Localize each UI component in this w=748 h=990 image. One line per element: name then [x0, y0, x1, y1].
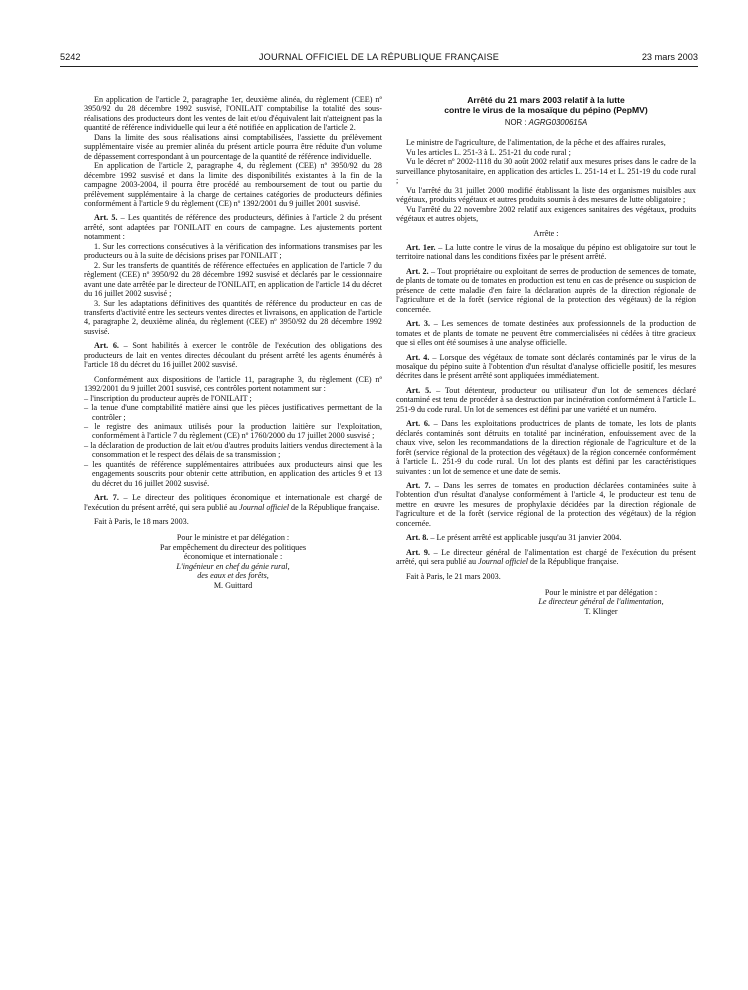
article-text: – Dans les exploitations productrices de plants de tomate, les lots de plants déclarés contaminés sont détruits en totalité par incinération, enfouissement avec de la chaux vive, selon les recommandations de la direction régionale de l'agriculture et de la forêt (service régional de la protection des végétaux) de la région concernée conformément à l'article L. 251-9 du code rural. Un lot des plants est défini par les caractéristiques suivantes : un lot de semence et une date de semis. — [396, 419, 696, 476]
title-line: contre le virus de la mosaïque du pépino (PepMV) — [444, 105, 648, 115]
article-label: Art. 7. — [94, 493, 119, 503]
article-2 — [396, 267, 696, 314]
article-label: Art. 8. — [406, 533, 429, 543]
signature-block — [84, 533, 382, 590]
signatory-name: M. Guittard — [213, 580, 253, 590]
article-label: Art. 5. — [94, 213, 118, 223]
article-label: Art. 5. — [406, 385, 432, 395]
paragraph: Dans la limite des sous réalisations ainsi comptabilisées, l'assiette du prélèvement supplémentaire visée au premier alinéa du présent article pourra être réduite d'un volume de dépassement correspondant à un pourcentage de la quantité de référence individuelle. — [84, 132, 382, 161]
left-column — [84, 95, 382, 590]
visa: Vu l'arrêté du 31 juillet 2000 modifié établissant la liste des organismes nuisibles aux végétaux, produits végétaux et autres produits soumis à des mesures de lutte obligatoire ; — [396, 185, 696, 205]
journal-title: JOURNAL OFFICIEL DE LA RÉPUBLIQUE FRANÇAISE — [258, 52, 500, 62]
article-label: Art. 7. — [406, 480, 431, 490]
signature-block — [396, 588, 696, 616]
article-text: – La lutte contre le virus de la mosaïque du pépino est obligatoire sur tout le territoire national dans les conditions fixées par le présent arrêté. — [396, 242, 696, 262]
signature-line: Le directeur général de l'alimentation, — [538, 597, 664, 607]
signature-line: L'ingénieur en chef du génie rural, — [176, 561, 290, 571]
article-text: de la République française. — [528, 557, 619, 567]
page-number: 5242 — [60, 52, 81, 62]
list-item: – les quantités de référence supplémentaires attribuées aux producteurs ainsi que les engagements souscrits pour obtenir cette attribution, en application des articles 9 et 13 du décret du 16 juillet 2002 susvisé. — [84, 459, 382, 488]
article-text: – Les semences de tomate destinées aux professionnels de la production de tomates et de plants de tomate ne peuvent être commercialisées ni cédées à titre gracieux que si elles ont été soumises à une analyse officielle. — [396, 319, 696, 348]
page-header — [60, 52, 698, 66]
article-5 — [396, 386, 696, 414]
numbered-item: 3. Sur les adaptations définitives des quantités de référence du producteur en cas de transferts d'activité entre les secteurs ventes directes et livraisons, en application de l'article 4, paragraphe 2, deuxième alinéa, du règlement (CEE) nº 3950/92 du 28 décembre 1992 susvisé. — [84, 298, 382, 336]
article-text: de la République française. — [288, 502, 380, 512]
article-7 — [84, 493, 382, 512]
paragraph: Conformément aux dispositions de l'article 11, paragraphe 3, du règlement (CE) nº 1392/2001 du 9 juillet 2001 susvisé, ces contrôles portent notamment sur : — [84, 374, 382, 394]
article-8 — [396, 533, 696, 542]
article-text: – Le présent arrêté est applicable jusqu'au 31 janvier 2004. — [428, 533, 622, 543]
paragraph: Le ministre de l'agriculture, de l'alimentation, de la pêche et des affaires rurales, — [406, 138, 666, 148]
article-text: – Dans les serres de tomates en production déclarées contaminées suite à l'obtention d'un résultat d'analyse conformément à l'article 4, le producteur est tenu de mettre en œuvre les mesures de prophylaxie décidées par la direction régionale de l'agriculture et de la forêt (service régional de la protection des végétaux) de la région concernée. — [396, 480, 697, 528]
article-text: – Lorsque des végétaux de tomate sont déclarés contaminés par le virus de la mosaïque du pépino suite à l'obtention d'un résultat d'analyse officielle positif, les mesures décrites dans le présent arrêté sont appliquées immédiatement. — [396, 352, 696, 381]
article-9 — [396, 548, 696, 567]
signature-line: économique et internationale : — [183, 552, 283, 562]
paragraph: En application de l'article 2, paragraphe 4, du règlement (CEE) nº 3950/92 du 28 décembre 1992 susvisé et dans la limite des disponibilités existantes à la fin de la campagne 2003-2004, il pourra être procédé au remboursement de tout ou partie du prélèvement supplémentaire à la charge de certaines catégories de producteurs définies conformément à l'article 9 du règlement (CE) nº 1392/2001 du 9 juillet 2001 susvisé. — [84, 161, 382, 208]
done-at: Fait à Paris, le 21 mars 2003. — [406, 571, 501, 581]
control-list — [84, 394, 382, 489]
article-text: – Les quantités de référence des producteurs, définies à l'article 2 du présent arrêté, sont adaptées par l'ONILAIT en cours de campagne. Les ajustements portent notamment : — [84, 213, 382, 242]
signature-line: des eaux et des forêts, — [197, 571, 269, 581]
decree-title — [396, 95, 696, 115]
journal-name: Journal officiel — [478, 557, 528, 567]
article-3 — [396, 319, 696, 347]
signatory-name: T. Klinger — [584, 606, 618, 616]
right-column — [396, 95, 696, 616]
nor-label: NOR : — [504, 118, 529, 127]
article-label: Art. 6. — [406, 419, 430, 429]
article-label: Art. 1er. — [406, 242, 436, 252]
journal-name: Journal officiel — [239, 502, 289, 512]
article-label: Art. 2. — [406, 266, 429, 276]
list-item: – la tenue d'une comptabilité matière ainsi que les pièces justificatives permettant de la contrôler ; — [84, 403, 382, 422]
signature-line: Pour le ministre et par délégation : — [176, 533, 290, 543]
article-text: – Le directeur général de l'alimentation est chargé de l'exécution du présent arrêté, qui sera publié au — [396, 547, 696, 567]
header-rule — [60, 66, 698, 67]
issue-date: 23 mars 2003 — [641, 52, 698, 62]
visa: Vu les articles L. 251-3 à L. 251-21 du code rural ; — [406, 147, 571, 157]
list-item: – l'inscription du producteur auprès de l'ONILAIT ; — [84, 393, 252, 403]
done-at: Fait à Paris, le 18 mars 2003. — [94, 517, 189, 527]
article-6 — [84, 341, 382, 369]
paragraph: En application de l'article 2, paragraphe 1er, deuxième alinéa, du règlement (CEE) nº 3950/92 du 28 décembre 1992 susvisé, l'ONILAIT comptabilise la totalité des sous-réalisations des producteurs dont les ventes de lait et/ou d'équivalent lait n'atteignent pas la quantité de référence individuelle qui leur a été notifiée en application de l'article 2. — [84, 95, 382, 133]
article-1 — [396, 243, 696, 262]
article-label: Art. 4. — [406, 352, 430, 362]
arrete-heading: Arrête : — [533, 228, 559, 238]
article-text: – Tout détenteur, producteur ou utilisateur d'un lot de semences déclaré contaminé est tenu de procéder à sa destruction par incinération conformément à l'article L. 251-9 du code rural. Un lot de semences est défini par une variété et un numéro. — [396, 385, 696, 414]
nor-reference — [396, 118, 696, 127]
signature-line: Pour le ministre et par délégation : — [544, 588, 658, 598]
article-label: Art. 6. — [94, 341, 119, 351]
title-line: Arrêté du 21 mars 2003 relatif à la lutte — [467, 95, 625, 105]
article-4 — [396, 353, 696, 381]
nor-code: AGRG0300615A — [528, 118, 588, 127]
article-text: – Sont habilités à exercer le contrôle de l'exécution des obligations des producteurs de lait en ventes directes découlant du présent arrêté les agents énumérés à l'article 18 du décret du 16 juillet 2002 susvisé. — [84, 341, 382, 370]
numbered-item: 1. Sur les corrections consécutives à la vérification des informations transmises par les producteurs ou à la suite de décisions prises par l'ONILAIT ; — [84, 241, 382, 261]
signature-line: Par empêchement du directeur des politiques — [160, 542, 306, 552]
visa: Vu l'arrêté du 22 novembre 2002 relatif aux exigences sanitaires des végétaux, produits végétaux et autres objets, — [396, 204, 696, 224]
numbered-item: 2. Sur les transferts de quantités de référence effectuées en application de l'article 7 du règlement (CEE) nº 3950/92 du 28 décembre 1992 susvisé et déclarés par le cessionnaire avant une date arrêtée par le directeur de l'ONILAIT, en application de l'article 14 du décret du 16 juillet 2002 susvisé ; — [84, 260, 382, 299]
visa: Vu le décret nº 2002-1118 du 30 août 2002 relatif aux mesures prises dans le cadre de la surveillance phytosanitaire, en application des articles L. 251-14 et L. 251-19 du code rural ; — [396, 157, 696, 186]
article-label: Art. 3. — [406, 319, 431, 329]
article-text: – Tout propriétaire ou exploitant de serres de production de semences de tomate, de plants de tomate ou de tomates en production est tenu en cas de présence ou suspicion de présence de cette maladie d'en faire la déclaration auprès de la direction régionale de l'agriculture et de la forêt (service régional de la protection des végétaux) de la région concernée. — [396, 266, 696, 314]
list-item: – le registre des animaux utilisés pour la production laitière sur l'exploitation, conformément à l'article 7 du règlement (CE) nº 1760/2000 du 17 juillet 2000 susvisé ; — [84, 421, 382, 441]
article-label: Art. 9. — [406, 547, 430, 557]
article-5 — [84, 213, 382, 241]
article-7 — [396, 481, 696, 528]
article-6 — [396, 419, 696, 476]
article-text: – Le directeur des politiques économique et internationale est chargé de l'exécution du présent arrêté, qui sera publié au — [84, 493, 382, 512]
list-item: – la déclaration de production de lait et/ou d'autres produits laitiers vendus directement à la consommation et le respect des délais de sa transmission ; — [84, 440, 382, 460]
